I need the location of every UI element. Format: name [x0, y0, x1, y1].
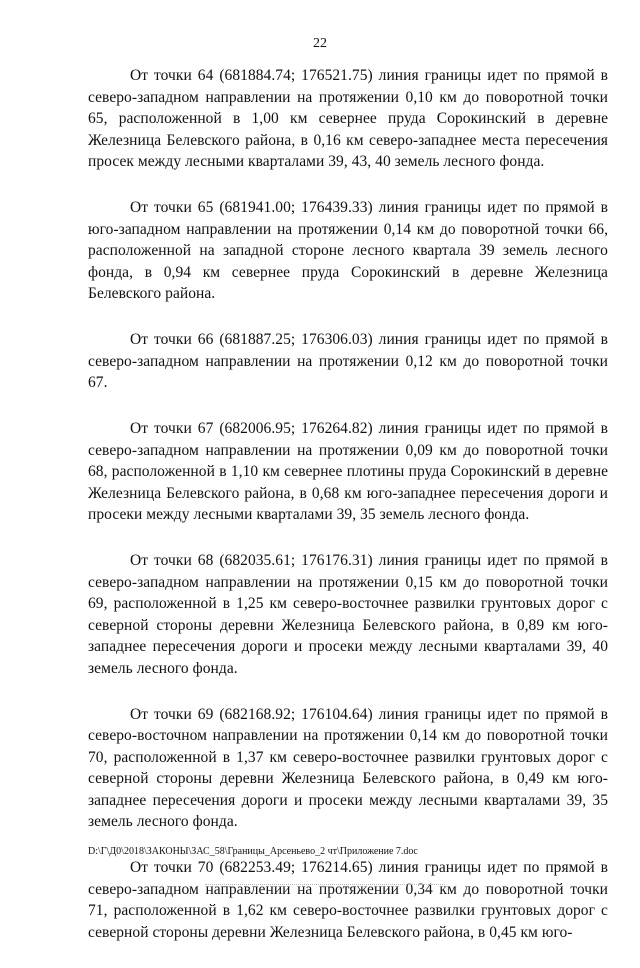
paragraph-point-70: От точки 70 (682253.49; 176214.65) линия границы идет по прямой в северо-западном направлении на протяжении 0,34 км до поворотной точки 71, расположенной в 1,62 км северо-восточнее развилки грунтовых дорог с северной стороны деревни Железница Белевского района, в 0,45 км юго- [88, 859, 608, 941]
paragraph-point-69: От точки 69 (682168.92; 176104.64) линия границы идет по прямой в северо-восточном направлении на протяжении 0,14 км до поворотной точки 70, расположенной в 1,37 км северо-восточнее развилки грунтовых дорог с северной стороны деревни Железница Белевского района, в 0,49 км юго-западнее пересечения дороги и просеки между лесными кварталами 39, 35 земель лесного фонда. [88, 705, 608, 830]
paragraph-point-64: От точки 64 (681884.74; 176521.75) линия границы идет по прямой в северо-западном направлении на протяжении 0,10 км до поворотной точки 65, расположенной в 1,00 км севернее пруда Сорокинский в деревне Железница Белевского района, в 0,16 км северо-западнее места пересечения просек между лесными кварталами 39, 43, 40 земель лесного фонда. [88, 67, 608, 170]
scan-artifact-divider [205, 884, 445, 886]
footer-file-path: D:\Г\Д0\2018\ЗАКОНЫ\ЗАС_58\Границы_Арсеньево_2 чт\Приложение 7.doc [88, 846, 418, 857]
paragraph-point-66: От точки 66 (681887.25; 176306.03) линия границы идет по прямой в северо-западном направлении на протяжении 0,12 км до поворотной точки 67. [88, 331, 608, 391]
page-number: 22 [313, 36, 327, 51]
paragraph-point-65: От точки 65 (681941.00; 176439.33) линия границы идет по прямой в юго-западном направлении на протяжении 0,14 км до поворотной точки 66, расположенной на западной стороне лесного квартала 39 земель лесного фонда, в 0,94 км севернее пруда Сорокинский в деревне Железница Белевского района. [88, 199, 608, 302]
paragraph-point-68: От точки 68 (682035.61; 176176.31) линия границы идет по прямой в северо-западном направлении на протяжении 0,15 км до поворотной точки 69, расположенной в 1,25 км северо-восточнее развилки грунтовых дорог с северной стороны деревни Железница Белевского района, в 0,89 км юго-западнее пересечения дороги и просеки между лесными кварталами 39, 40 земель лесного фонда. [88, 552, 608, 677]
document-body [88, 65, 608, 968]
paragraph-point-67: От точки 67 (682006.95; 176264.82) линия границы идет по прямой в северо-западном направлении на протяжении 0,09 км до поворотной точки 68, расположенной в 1,10 км севернее плотины пруда Сорокинский в деревне Железница Белевского района, в 0,68 км юго-западнее пересечения дороги и просеки между лесными кварталами 39, 35 земель лесного фонда. [88, 420, 608, 523]
